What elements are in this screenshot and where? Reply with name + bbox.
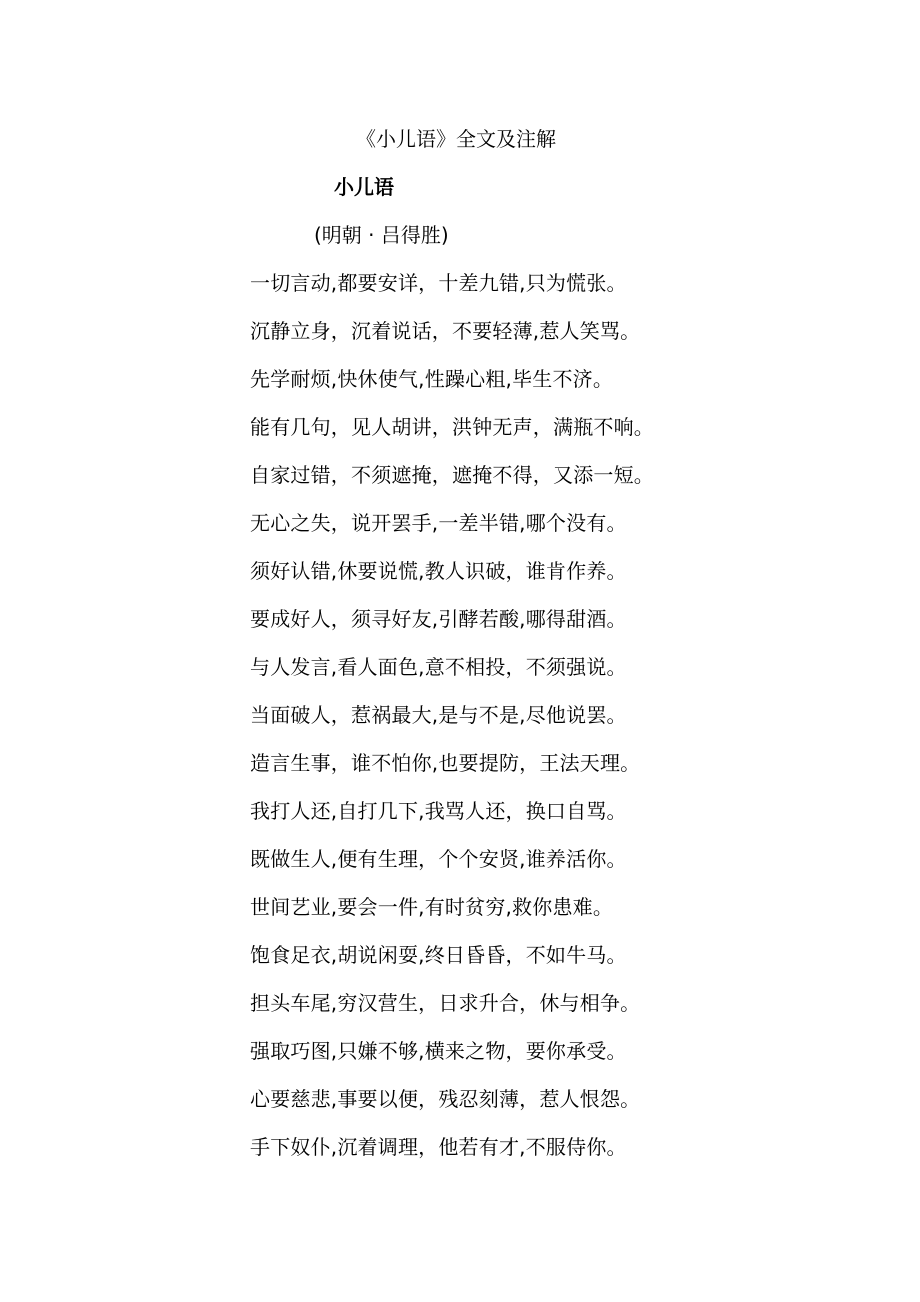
poem-line: 能有几句，见人胡讲，洪钟无声，满瓶不响。 (250, 415, 654, 439)
author-line: (明朝 · 吕得胜) (314, 223, 449, 247)
poem-line: 世间艺业,要会一件,有时贫穷,救你患难。 (250, 895, 614, 919)
poem-line: 我打人还,自打几下,我骂人还，换口自骂。 (250, 799, 627, 823)
poem-title: 小儿语 (334, 175, 394, 199)
poem-line: 无心之失，说开罢手,一差半错,哪个没有。 (250, 511, 627, 535)
poem-line: 造言生事，谁不怕你,也要提防，王法天理。 (250, 751, 641, 775)
poem-line: 沉静立身，沉着说话，不要轻薄,惹人笑骂。 (250, 319, 641, 343)
poem-line: 要成好人，须寻好友,引酵若酸,哪得甜酒。 (250, 607, 627, 631)
poem-line: 手下奴仆,沉着调理，他若有才,不服侍你。 (250, 1135, 627, 1159)
poem-line: 自家过错，不须遮掩，遮掩不得，又添一短。 (250, 463, 654, 487)
poem-line: 与人发言,看人面色,意不相投，不须强说。 (250, 655, 627, 679)
poem-line: 饱食足衣,胡说闲耍,终日昏昏，不如牛马。 (250, 943, 627, 967)
poem-line: 一切言动,都要安详，十差九错,只为慌张。 (250, 271, 627, 295)
poem-lines (250, 268, 654, 1180)
poem-line: 心要慈悲,事要以便，残忍刻薄，惹人恨怨。 (250, 1087, 641, 1111)
poem-line: 须好认错,休要说慌,教人识破，谁肯作养。 (250, 559, 627, 583)
poem-line: 先学耐烦,快休使气,性躁心粗,毕生不济。 (250, 367, 614, 391)
poem-line: 担头车尾,穷汉营生，日求升合，休与相争。 (250, 991, 641, 1015)
poem-line: 当面破人，惹祸最大,是与不是,尽他说罢。 (250, 703, 627, 727)
document-title: 《小儿语》全文及注解 (356, 127, 556, 151)
poem-line: 强取巧图,只嫌不够,横来之物，要你承受。 (250, 1039, 627, 1063)
poem-line: 既做生人,便有生理，个个安贤,谁养活你。 (250, 847, 627, 871)
